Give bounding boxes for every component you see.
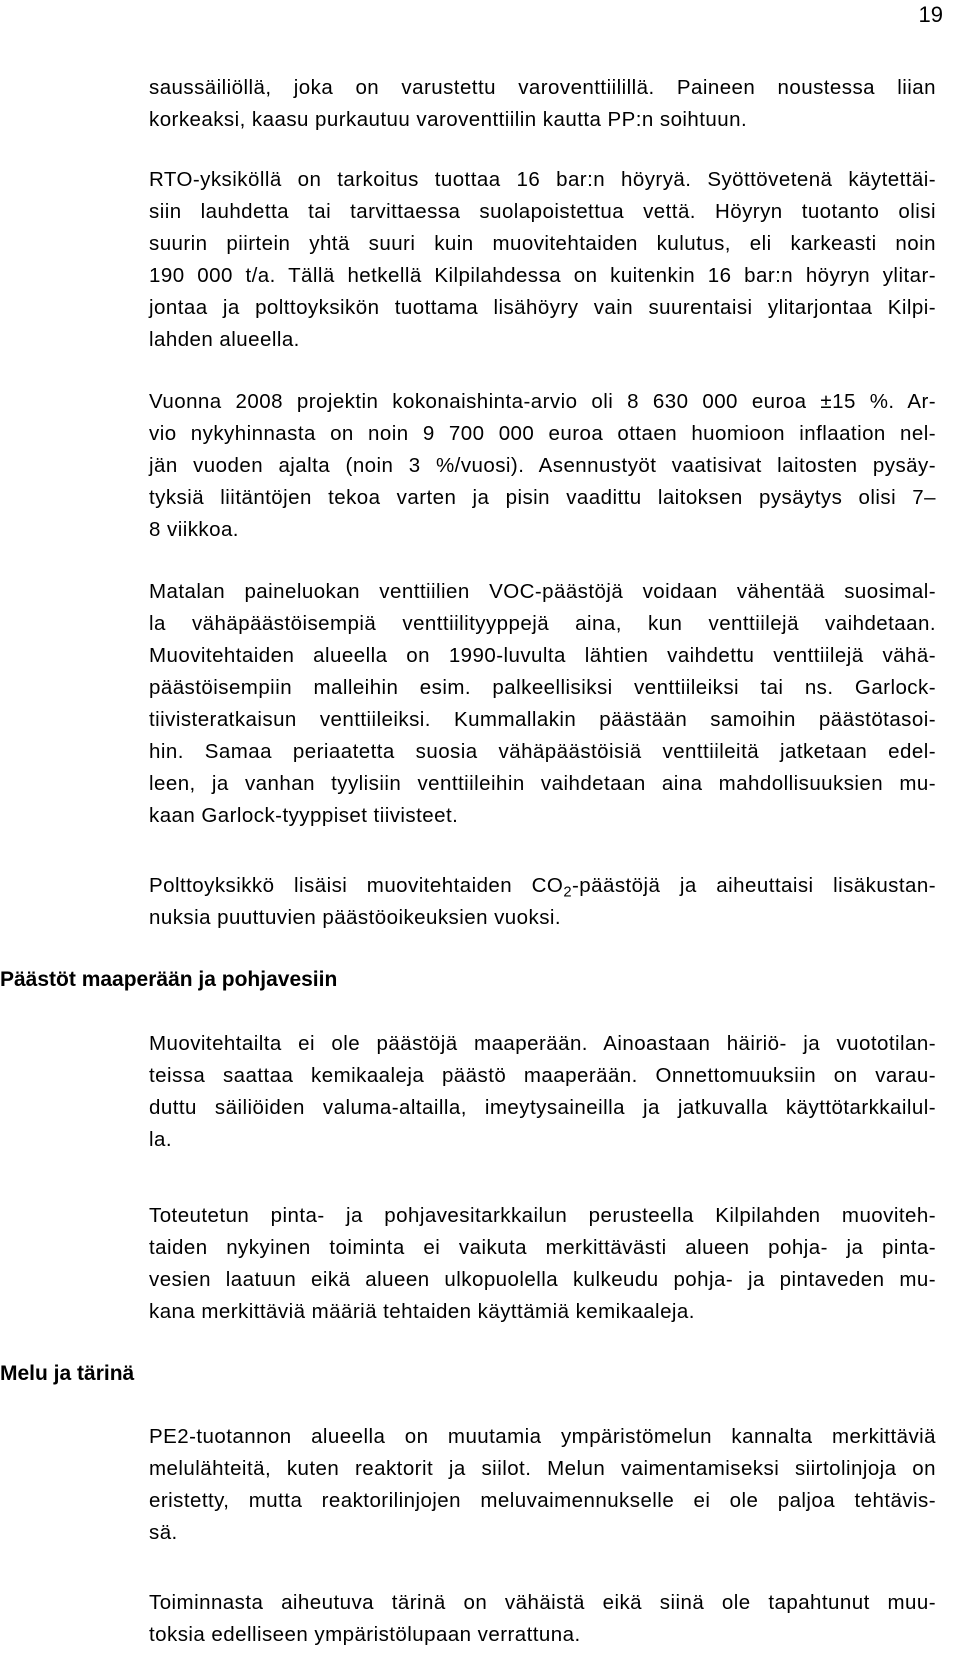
text-line: tyksiä liitäntöjen tekoa varten ja pisin vaadittu laitoksen pysäytys olisi 7– — [149, 486, 936, 509]
text-line: saussäiliöllä, joka on varustettu varoventtiilillä. Paineen noustessa liian — [149, 76, 936, 99]
text-line: korkeaksi, kaasu purkautuu varoventtiilin kautta PP:n soihtuun. — [149, 108, 748, 131]
text-line: lahden alueella. — [149, 328, 300, 351]
text-line: Toteutetun pinta- ja pohjavesitarkkailun perusteella Kilpilahden muoviteh- — [149, 1204, 936, 1227]
text-line: PE2-tuotannon alueella on muutamia ympäristömelun kannalta merkittäviä — [149, 1425, 936, 1448]
text-segment: -päästöjä ja aiheuttaisi lisäkustan- — [571, 874, 937, 897]
text-line: Muovitehtailta ei ole päästöjä maaperään. Ainoastaan häiriö- ja vuototilan- — [149, 1032, 936, 1055]
text-line: leen, ja vanhan tyylisiin venttiileihin vaihdetaan aina mahdollisuuksien mu- — [149, 772, 936, 795]
text-line: siin lauhdetta tai tarvittaessa suolapoistettua vettä. Höyryn tuotanto olisi — [149, 200, 936, 223]
text-line: vio nykyhinnasta on noin 9 700 000 euroa ottaen huomioon inflaation nel- — [149, 422, 936, 445]
text-line: teissa saattaa kemikaaleja päästö maaperään. Onnettomuuksiin on varau- — [149, 1064, 936, 1087]
text-line: melulähteitä, kuten reaktorit ja siilot. Melun vaimentamiseksi siirtolinjoja on — [149, 1457, 936, 1480]
text-line: toksia edelliseen ympäristölupaan verrattuna. — [149, 1623, 581, 1646]
section-heading: Päästöt maaperään ja pohjavesiin — [0, 968, 338, 991]
text-line: la. — [149, 1128, 173, 1151]
text-line: Vuonna 2008 projektin kokonaishinta-arvio oli 8 630 000 euroa ±15 %. Ar- — [149, 390, 936, 413]
text-line: taiden nykyinen toiminta ei vaikuta merkittävästi alueen pohja- ja pinta- — [149, 1236, 936, 1259]
text-line-co2 — [149, 870, 936, 902]
text-line: kaan Garlock-tyyppiset tiivisteet. — [149, 804, 459, 827]
text-line: kana merkittäviä määriä tehtaiden käyttämiä kemikaaleja. — [149, 1300, 695, 1323]
text-line: suurin piirtein yhtä suuri kuin muovitehtaiden kulutus, eli karkeasti noin — [149, 232, 936, 255]
text-line: vesien laatuun eikä alueen ulkopuolella kulkeudu pohja- ja pintaveden mu- — [149, 1268, 936, 1291]
text-line: Toiminnasta aiheutuva tärinä on vähäistä eikä siinä ole tapahtunut muu- — [149, 1591, 936, 1614]
text-line: eristetty, mutta reaktorilinjojen meluvaimennukselle ei ole paljoa tehtävis- — [149, 1489, 936, 1512]
section-heading: Melu ja tärinä — [0, 1362, 135, 1385]
text-line: RTO-yksiköllä on tarkoitus tuottaa 16 bar:n höyryä. Syöttövetenä käytettäi- — [149, 168, 936, 191]
text-line: jontaa ja polttoyksikön tuottama lisähöyry vain suurentaisi ylitarjontaa Kilpi- — [149, 296, 936, 319]
text-segment: Polttoyksikkö lisäisi muovitehtaiden CO — [149, 874, 564, 897]
text-line: Muovitehtaiden alueella on 1990-luvulta lähtien vaihdettu venttiilejä vähä- — [149, 644, 936, 667]
page-number: 19 — [918, 2, 943, 27]
text-line: 8 viikkoa. — [149, 518, 239, 541]
text-line: tiivisteratkaisun venttiileiksi. Kummallakin päästään samoihin päästötasoi- — [149, 708, 936, 731]
text-line: duttu säiliöiden valuma-altailla, imeytysaineilla ja jatkuvalla käyttötarkkailul- — [149, 1096, 936, 1119]
text-line: nuksia puuttuvien päästöoikeuksien vuoksi. — [149, 906, 562, 929]
text-line: la vähäpäästöisempiä venttiilityyppejä aina, kun venttiilejä vaihdetaan. — [149, 612, 936, 635]
text-line: jän vuoden ajalta (noin 3 %/vuosi). Asennustyöt vaatisivat laitosten pysäy- — [149, 454, 936, 477]
text-line: 190 000 t/a. Tällä hetkellä Kilpilahdessa on kuitenkin 16 bar:n höyryn ylitar- — [149, 264, 936, 287]
text-line: hin. Samaa periaatetta suosia vähäpäästöisiä venttiileitä jatketaan edel- — [149, 740, 936, 763]
text-line: päästöisempiin malleihin esim. palkeellisiksi venttiileiksi tai ns. Garlock- — [149, 676, 936, 699]
subscript: 2 — [563, 884, 572, 901]
text-line: Matalan paineluokan venttiilien VOC-päästöjä voidaan vähentää suosimal- — [149, 580, 936, 603]
text-line: sä. — [149, 1521, 178, 1544]
